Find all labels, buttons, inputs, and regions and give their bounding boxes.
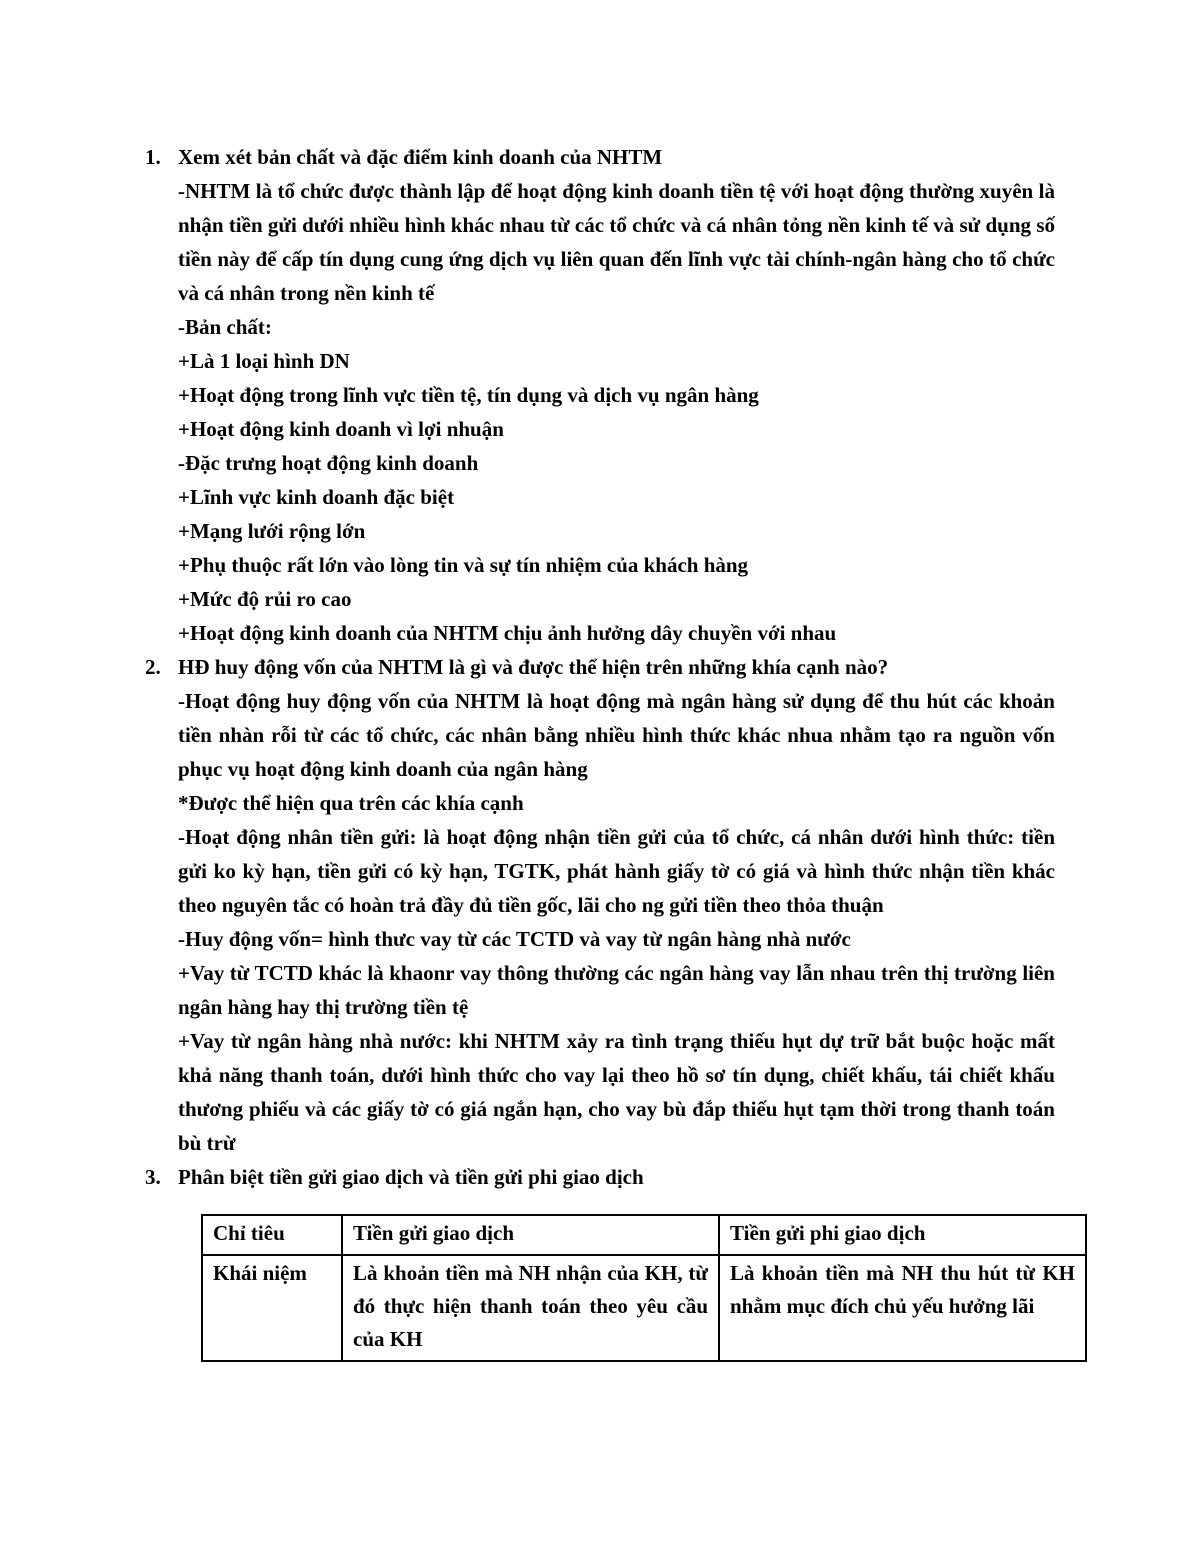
question-item-1 [145,140,1055,650]
answer-paragraph: +Mức độ rủi ro cao [178,587,352,611]
table-header-cell: Tiền gửi giao dịch [342,1215,719,1255]
answer-paragraph: +Hoạt động trong lĩnh vực tiền tệ, tín dụng và dịch vụ ngân hàng [178,383,759,407]
item-title: HĐ huy động vốn của NHTM là gì và được thể hiện trên những khía cạnh nào? [178,655,889,679]
answer-paragraph: -Bản chất: [178,315,272,339]
item-title: Xem xét bản chất và đặc điểm kinh doanh của NHTM [178,145,663,169]
table-row [202,1255,1086,1361]
question-item-3 [145,1160,1075,1362]
table-cell: Là khoản tiền mà NH thu hút từ KH nhằm mục đích chủ yếu hưởng lãi [719,1255,1086,1361]
answer-paragraph: +Là 1 loại hình DN [178,349,350,373]
table-cell: Khái niệm [202,1255,342,1361]
item-number: 3. [145,1165,161,1189]
answer-paragraph: *Được thể hiện qua trên các khía cạnh [178,791,524,815]
comparison-table [201,1214,1087,1362]
question-item-2 [145,650,1055,1160]
table-header-row [202,1215,1086,1255]
answer-paragraph: -Hoạt động nhân tiền gửi: là hoạt động nhận tiền gửi của tổ chức, cá nhân dưới hình thức: tiền gửi ko kỳ hạn, tiền gửi có kỳ hạn, TGTK, phát hành giấy tờ có giá và hình thức nhận tiền khác theo nguyên tắc có hoàn trả đầy đủ tiền gốc, lãi cho ng gửi tiền theo thỏa thuận [178,825,1055,917]
answer-paragraph: +Hoạt động kinh doanh của NHTM chịu ảnh hưởng dây chuyền với nhau [178,621,837,645]
answer-paragraph: +Lĩnh vực kinh doanh đặc biệt [178,485,455,509]
table-header-cell: Chỉ tiêu [202,1215,342,1255]
answer-paragraph: -NHTM là tổ chức được thành lập để hoạt động kinh doanh tiền tệ với hoạt động thường xuyên là nhận tiền gửi dưới nhiều hình khác nhau từ các tổ chức và cá nhân tỏng nền kinh tế và sử dụng số tiền này để cấp tín dụng cung ứng dịch vụ liên quan đến lĩnh vực tài chính-ngân hàng cho tổ chức và cá nhân trong nền kinh tế [178,179,1055,305]
answer-paragraph: -Huy động vốn= hình thưc vay từ các TCTD và vay từ ngân hàng nhà nước [178,927,851,951]
answer-paragraph: +Hoạt động kinh doanh vì lợi nhuận [178,417,504,441]
answer-paragraph: -Đặc trưng hoạt động kinh doanh [178,451,479,475]
answer-paragraph: +Mạng lưới rộng lớn [178,519,366,543]
item-number: 1. [145,145,161,169]
answer-paragraph: -Hoạt động huy động vốn của NHTM là hoạt động mà ngân hàng sử dụng để thu hút các khoản tiền nhàn rỗi từ các tổ chức, các nhân bằng nhiều hình thức khác nhua nhằm tạo ra nguồn vốn phục vụ hoạt động kinh doanh của ngân hàng [178,689,1055,781]
item-title: Phân biệt tiền gửi giao dịch và tiền gửi phi giao dịch [178,1165,644,1189]
item-number: 2. [145,655,161,679]
answer-paragraph: +Phụ thuộc rất lớn vào lòng tin và sự tín nhiệm của khách hàng [178,553,749,577]
table-cell: Là khoản tiền mà NH nhận của KH, từ đó thực hiện thanh toán theo yêu cầu của KH [342,1255,719,1361]
table-header-cell: Tiền gửi phi giao dịch [719,1215,1086,1255]
answer-paragraph: +Vay từ TCTD khác là khaonr vay thông thường các ngân hàng vay lẫn nhau trên thị trường liên ngân hàng hay thị trường tiền tệ [178,961,1055,1019]
answer-paragraph: +Vay từ ngân hàng nhà nước: khi NHTM xảy ra tình trạng thiếu hụt dự trữ bắt buộc hoặc mất khả năng thanh toán, dưới hình thức cho vay lại theo hồ sơ tín dụng, chiết khấu, tái chiết khấu thương phiếu và các giấy tờ có giá ngắn hạn, cho vay bù đắp thiếu hụt tạm thời trong thanh toán bù trừ [178,1029,1055,1155]
